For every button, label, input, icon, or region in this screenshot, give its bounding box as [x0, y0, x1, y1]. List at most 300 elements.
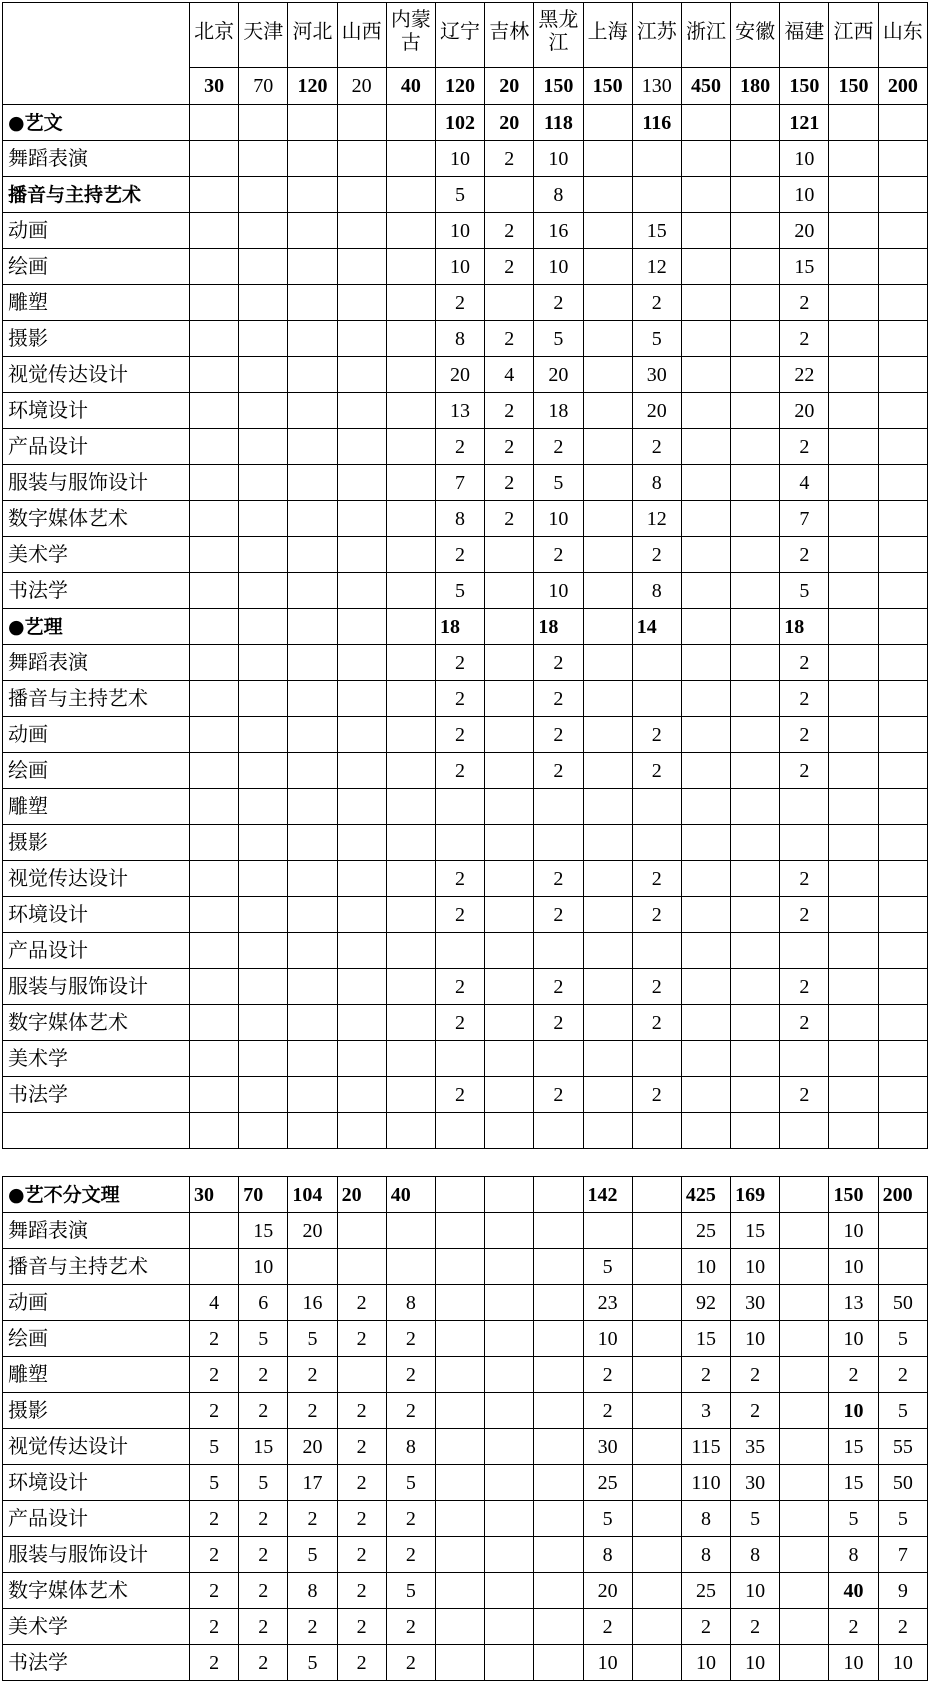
table-row [3, 1077, 928, 1113]
quota-cell: 2 [239, 1501, 288, 1537]
quota-cell: 2 [780, 969, 829, 1005]
row-label: 美术学 [3, 537, 190, 573]
quota-cell [337, 609, 386, 645]
quota-cell: 2 [337, 1537, 386, 1573]
quota-cell [878, 645, 927, 681]
quota-cell [337, 357, 386, 393]
quota-cell: 2 [534, 753, 583, 789]
quota-cell [485, 1609, 534, 1645]
quota-cell [534, 1285, 583, 1321]
quota-cell: 13 [829, 1285, 878, 1321]
quota-cell [337, 465, 386, 501]
quota-cell [829, 465, 878, 501]
quota-cell [534, 1573, 583, 1609]
quota-cell: 2 [485, 465, 534, 501]
quota-cell [534, 933, 583, 969]
quota-cell [829, 537, 878, 573]
quota-cell [681, 609, 730, 645]
quota-cell [386, 393, 435, 429]
quota-cell [681, 573, 730, 609]
quota-cell [878, 1077, 927, 1113]
quota-cell: 5 [583, 1249, 632, 1285]
quota-cell [681, 897, 730, 933]
quota-cell: 5 [435, 573, 484, 609]
quota-cell [288, 393, 337, 429]
quota-cell [288, 969, 337, 1005]
quota-cell [829, 681, 878, 717]
table-row [3, 1005, 928, 1041]
quota-cell: 2 [239, 1537, 288, 1573]
quota-cell: 8 [681, 1501, 730, 1537]
quota-cell: 15 [239, 1213, 288, 1249]
quota-cell [485, 1249, 534, 1285]
quota-cell [190, 501, 239, 537]
quota-cell [681, 213, 730, 249]
quota-cell: 2 [583, 1393, 632, 1429]
quota-cell: 5 [534, 465, 583, 501]
quota-cell [583, 465, 632, 501]
quota-cell: 2 [534, 717, 583, 753]
quota-cell [288, 717, 337, 753]
quota-cell [337, 393, 386, 429]
row-label: 产品设计 [3, 429, 190, 465]
arts-quota-table-by-track [2, 2, 928, 1149]
quota-cell [386, 249, 435, 285]
quota-cell [337, 1041, 386, 1077]
quota-cell: 10 [780, 177, 829, 213]
quota-cell [829, 141, 878, 177]
quota-cell [288, 321, 337, 357]
quota-cell [780, 825, 829, 861]
quota-cell [337, 1357, 386, 1393]
quota-cell: 2 [386, 1645, 435, 1681]
quota-cell [780, 1177, 829, 1213]
table-row [3, 753, 928, 789]
quota-cell [288, 897, 337, 933]
quota-cell: 2 [632, 969, 681, 1005]
quota-cell [337, 1249, 386, 1285]
quota-cell [780, 933, 829, 969]
quota-cell: 2 [386, 1609, 435, 1645]
quota-cell: 40 [829, 1573, 878, 1609]
quota-cell: 104 [288, 1177, 337, 1213]
row-label: 产品设计 [3, 1501, 190, 1537]
quota-cell: 15 [780, 249, 829, 285]
quota-cell: 5 [190, 1465, 239, 1501]
quota-cell: 5 [386, 1465, 435, 1501]
quota-cell: 2 [435, 969, 484, 1005]
province-header: 内蒙古 [386, 3, 435, 68]
quota-cell: 2 [534, 537, 583, 573]
quota-cell [386, 1249, 435, 1285]
quota-cell [288, 645, 337, 681]
table-body-arts-liberal-science [3, 105, 928, 1149]
quota-cell [731, 501, 780, 537]
quota-cell: 2 [632, 285, 681, 321]
table-row [3, 285, 928, 321]
quota-cell: 2 [632, 897, 681, 933]
quota-cell [386, 1005, 435, 1041]
quota-cell: 2 [190, 1645, 239, 1681]
quota-cell: 10 [780, 141, 829, 177]
quota-cell: 2 [288, 1501, 337, 1537]
quota-cell [239, 501, 288, 537]
quota-cell: 2 [435, 537, 484, 573]
quota-cell [878, 321, 927, 357]
table-row [3, 1645, 928, 1681]
quota-cell [681, 177, 730, 213]
quota-cell [583, 1005, 632, 1041]
quota-cell [239, 933, 288, 969]
quota-cell [780, 1537, 829, 1573]
quota-cell [878, 213, 927, 249]
table-row [3, 1537, 928, 1573]
quota-cell [386, 105, 435, 141]
quota-cell: 2 [534, 969, 583, 1005]
quota-cell [829, 573, 878, 609]
quota-cell: 10 [239, 1249, 288, 1285]
table-row [3, 897, 928, 933]
quota-cell: 20 [780, 393, 829, 429]
quota-cell [632, 1429, 681, 1465]
quota-cell [534, 1213, 583, 1249]
quota-cell [681, 285, 730, 321]
quota-cell: 5 [288, 1537, 337, 1573]
quota-cell [878, 1249, 927, 1285]
quota-cell: 2 [239, 1393, 288, 1429]
quota-cell [878, 609, 927, 645]
quota-cell: 2 [485, 501, 534, 537]
quota-cell: 18 [534, 393, 583, 429]
quota-cell [435, 825, 484, 861]
quota-cell: 5 [534, 321, 583, 357]
quota-cell: 2 [386, 1501, 435, 1537]
section-label: ●艺文 [3, 105, 190, 141]
quota-cell: 5 [829, 1501, 878, 1537]
quota-cell: 2 [829, 1609, 878, 1645]
quota-cell [583, 789, 632, 825]
quota-cell [878, 1113, 927, 1149]
quota-cell [435, 1573, 484, 1609]
province-header: 北京 [190, 3, 239, 68]
row-label: 雕塑 [3, 789, 190, 825]
quota-cell [534, 1041, 583, 1077]
section-label: ●艺理 [3, 609, 190, 645]
quota-cell: 10 [583, 1321, 632, 1357]
quota-cell: 10 [829, 1393, 878, 1429]
quota-cell [239, 717, 288, 753]
quota-cell [288, 681, 337, 717]
row-label: 服装与服饰设计 [3, 465, 190, 501]
quota-cell [583, 645, 632, 681]
quota-cell [485, 789, 534, 825]
row-label: 书法学 [3, 1077, 190, 1113]
quota-cell [731, 825, 780, 861]
quota-cell: 2 [337, 1393, 386, 1429]
quota-cell [190, 1005, 239, 1041]
quota-cell [780, 1645, 829, 1681]
quota-cell: 110 [681, 1465, 730, 1501]
province-header: 天津 [239, 3, 288, 68]
quota-cell [731, 969, 780, 1005]
row-label: 环境设计 [3, 393, 190, 429]
quota-cell [288, 285, 337, 321]
quota-cell [681, 501, 730, 537]
quota-cell: 5 [632, 321, 681, 357]
quota-cell: 2 [386, 1537, 435, 1573]
quota-cell [337, 825, 386, 861]
quota-cell [534, 1393, 583, 1429]
quota-cell [681, 393, 730, 429]
quota-cell [190, 213, 239, 249]
quota-cell: 2 [386, 1357, 435, 1393]
quota-cell [485, 1113, 534, 1149]
quota-cell [878, 825, 927, 861]
quota-cell [386, 537, 435, 573]
quota-cell [435, 1393, 484, 1429]
quota-cell: 2 [435, 645, 484, 681]
quota-cell [337, 717, 386, 753]
quota-cell: 2 [632, 861, 681, 897]
quota-cell: 2 [632, 717, 681, 753]
quota-cell [386, 645, 435, 681]
quota-cell [485, 573, 534, 609]
quota-cell [190, 897, 239, 933]
quota-cell [731, 357, 780, 393]
quota-cell: 30 [632, 357, 681, 393]
quota-cell [485, 1393, 534, 1429]
quota-cell [632, 141, 681, 177]
section-header-row [3, 105, 928, 141]
quota-cell: 92 [681, 1285, 730, 1321]
quota-cell [190, 753, 239, 789]
row-label: 书法学 [3, 573, 190, 609]
row-label: 舞蹈表演 [3, 1213, 190, 1249]
quota-cell: 2 [534, 861, 583, 897]
quota-cell [534, 1357, 583, 1393]
quota-cell: 8 [288, 1573, 337, 1609]
quota-cell: 2 [337, 1429, 386, 1465]
quota-cell: 2 [435, 717, 484, 753]
quota-cell [239, 213, 288, 249]
quota-cell [583, 177, 632, 213]
quota-cell [239, 1041, 288, 1077]
quota-cell: 17 [288, 1465, 337, 1501]
quota-cell: 2 [239, 1609, 288, 1645]
table-row [3, 1041, 928, 1077]
quota-cell: 2 [337, 1645, 386, 1681]
quota-cell: 2 [632, 1005, 681, 1041]
quota-cell [583, 753, 632, 789]
quota-cell [386, 753, 435, 789]
quota-cell [435, 1357, 484, 1393]
quota-cell: 18 [534, 609, 583, 645]
quota-cell: 5 [239, 1465, 288, 1501]
row-label: 摄影 [3, 825, 190, 861]
quota-cell: 2 [337, 1321, 386, 1357]
table-row [3, 1393, 928, 1429]
quota-cell [386, 321, 435, 357]
quota-cell [829, 933, 878, 969]
section-header-row [3, 1177, 928, 1213]
quota-cell [632, 1213, 681, 1249]
quota-cell [386, 825, 435, 861]
quota-cell [878, 357, 927, 393]
quota-cell [239, 429, 288, 465]
quota-cell: 8 [632, 465, 681, 501]
quota-cell [878, 933, 927, 969]
quota-total-cell: 20 [485, 68, 534, 105]
quota-cell [731, 681, 780, 717]
quota-cell [337, 645, 386, 681]
quota-cell: 10 [681, 1645, 730, 1681]
quota-cell [190, 1077, 239, 1113]
quota-cell [731, 861, 780, 897]
quota-cell [190, 321, 239, 357]
quota-cell [681, 681, 730, 717]
quota-cell [681, 969, 730, 1005]
quota-cell [878, 393, 927, 429]
quota-cell: 2 [829, 1357, 878, 1393]
quota-cell: 142 [583, 1177, 632, 1213]
quota-cell: 5 [386, 1573, 435, 1609]
section-label: ●艺不分文理 [3, 1177, 190, 1213]
quota-cell [829, 501, 878, 537]
quota-cell [435, 1501, 484, 1537]
quota-cell [288, 1249, 337, 1285]
quota-cell [485, 537, 534, 573]
quota-cell: 2 [780, 753, 829, 789]
quota-cell [386, 609, 435, 645]
quota-cell [583, 357, 632, 393]
quota-cell [190, 141, 239, 177]
quota-cell [239, 609, 288, 645]
quota-cell: 15 [731, 1213, 780, 1249]
quota-cell [190, 393, 239, 429]
quota-cell [239, 465, 288, 501]
quota-cell [190, 465, 239, 501]
province-header: 江西 [829, 3, 878, 68]
quota-cell [190, 681, 239, 717]
quota-cell: 2 [780, 537, 829, 573]
quota-cell [829, 105, 878, 141]
quota-cell: 10 [534, 141, 583, 177]
quota-cell: 4 [780, 465, 829, 501]
quota-cell [583, 861, 632, 897]
quota-cell [878, 105, 927, 141]
quota-cell: 5 [435, 177, 484, 213]
quota-cell: 2 [435, 753, 484, 789]
quota-cell [239, 753, 288, 789]
quota-cell [485, 1213, 534, 1249]
quota-cell [239, 789, 288, 825]
quota-cell [534, 1113, 583, 1149]
quota-cell [435, 1177, 484, 1213]
quota-cell [632, 177, 681, 213]
quota-cell: 4 [485, 357, 534, 393]
quota-cell: 150 [829, 1177, 878, 1213]
row-label: 美术学 [3, 1609, 190, 1645]
quota-cell [731, 609, 780, 645]
quota-cell [435, 1429, 484, 1465]
quota-cell: 7 [878, 1537, 927, 1573]
quota-cell [780, 1357, 829, 1393]
quota-cell [190, 1213, 239, 1249]
quota-cell [435, 1041, 484, 1077]
quota-cell [288, 429, 337, 465]
quota-total-cell: 150 [534, 68, 583, 105]
quota-cell [386, 969, 435, 1005]
quota-cell [780, 1465, 829, 1501]
quota-cell [239, 825, 288, 861]
quota-cell [583, 897, 632, 933]
table-row [3, 1357, 928, 1393]
quota-cell [731, 105, 780, 141]
quota-cell: 121 [780, 105, 829, 141]
quota-cell [731, 393, 780, 429]
quota-cell: 4 [190, 1285, 239, 1321]
quota-cell [485, 717, 534, 753]
table-row [3, 861, 928, 897]
quota-cell: 35 [731, 1429, 780, 1465]
quota-cell [583, 1041, 632, 1077]
quota-cell [780, 1213, 829, 1249]
quota-cell [681, 717, 730, 753]
quota-cell [829, 249, 878, 285]
table-row [3, 213, 928, 249]
quota-cell [731, 789, 780, 825]
quota-cell [337, 213, 386, 249]
quota-cell: 2 [337, 1573, 386, 1609]
quota-cell: 5 [878, 1393, 927, 1429]
quota-cell [583, 825, 632, 861]
quota-cell: 2 [239, 1645, 288, 1681]
province-header: 安徽 [731, 3, 780, 68]
quota-cell [485, 1321, 534, 1357]
quota-cell [288, 105, 337, 141]
quota-cell [485, 825, 534, 861]
quota-cell [386, 897, 435, 933]
quota-cell [190, 969, 239, 1005]
quota-cell: 20 [534, 357, 583, 393]
quota-cell: 2 [190, 1537, 239, 1573]
quota-cell [829, 609, 878, 645]
quota-cell [386, 1213, 435, 1249]
quota-cell: 3 [681, 1393, 730, 1429]
quota-cell: 169 [731, 1177, 780, 1213]
quota-cell: 8 [534, 177, 583, 213]
quota-cell: 116 [632, 105, 681, 141]
quota-cell [337, 897, 386, 933]
row-label: 播音与主持艺术 [3, 1249, 190, 1285]
quota-cell [386, 285, 435, 321]
quota-cell: 2 [780, 285, 829, 321]
quota-cell [485, 1645, 534, 1681]
row-label: 环境设计 [3, 1465, 190, 1501]
quota-cell [386, 1077, 435, 1113]
quota-cell [239, 141, 288, 177]
quota-cell: 16 [534, 213, 583, 249]
quota-cell [632, 1041, 681, 1077]
quota-cell [435, 1249, 484, 1285]
quota-cell: 2 [190, 1609, 239, 1645]
quota-cell: 2 [386, 1321, 435, 1357]
quota-cell: 30 [190, 1177, 239, 1213]
quota-cell [288, 573, 337, 609]
quota-cell: 2 [780, 1077, 829, 1113]
quota-cell [878, 177, 927, 213]
quota-cell [632, 1645, 681, 1681]
